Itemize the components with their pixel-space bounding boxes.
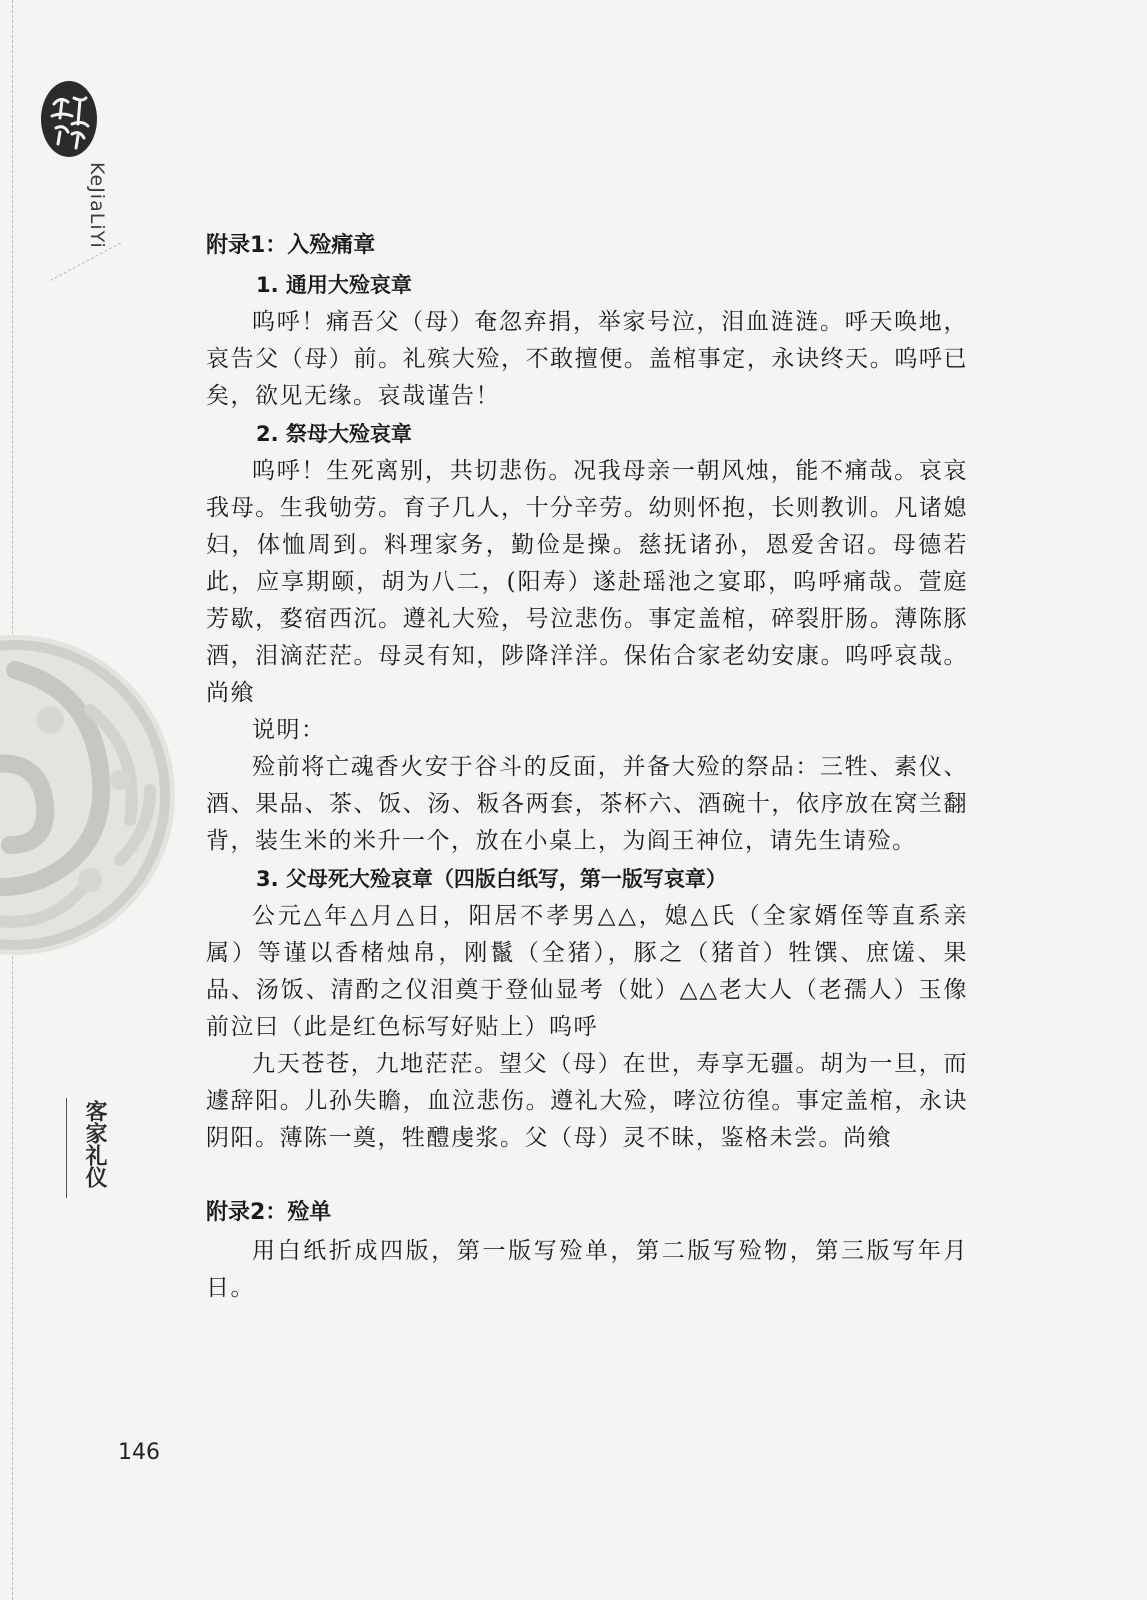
appendix-1-title: 附录1：入殓痛章 — [206, 233, 376, 258]
main-content — [206, 226, 968, 1307]
book-title-vertical: 客家礼仪 — [82, 1100, 107, 1188]
section-title: 2. 祭母大殓哀章 — [256, 422, 412, 446]
series-title: KeJiaLiYi — [86, 162, 108, 249]
note-label: 说明： — [252, 717, 326, 743]
paragraph: 呜呼！生死离别，共切悲伤。况我母亲一朝风烛，能不痛哉。哀哀我母。生我劬劳。育子几人，十分辛劳。幼则怀抱，长则教训。凡诸媳妇，体恤周到。料理家务，勤俭是操。慈抚诸孙，恩爱舍诏。母德若此，应享期颐，胡为八二，(阳寿）遂赴瑶池之宴耶，呜呼痛哉。萱庭芳歇，婺宿西沉。遵礼大殓，号泣悲伤。事定盖棺，碎裂肝肠。薄陈豚酒，泪滴茫茫。母灵有知，陟降洋洋。保佑合家老幼安康。呜呼哀哉。尚飨 — [206, 458, 968, 706]
paragraph: 殓前将亡魂香火安于谷斗的反面，并备大殓的祭品：三牲、素仪、酒、果品、茶、饭、汤、粄各两套，茶杯六、酒碗十，依序放在窝兰翻背，装生米的米升一个，放在小桌上，为阎王神位，请先生请殓。 — [206, 754, 968, 854]
paragraph: 用白纸折成四版，第一版写殓单，第二版写殓物，第三版写年月日。 — [206, 1238, 968, 1301]
paragraph: 九天苍苍，九地茫茫。望父（母）在世，寿享无疆。胡为一旦，而遽辞阳。儿孙失瞻，血泣悲伤。遵礼大殓，哮泣彷徨。事定盖棺，永诀阴阳。薄陈一奠，牲醴虔浆。父（母）灵不昧，鉴格未尝。尚飨 — [206, 1051, 968, 1151]
section-title: 3. 父母死大殓哀章（四版白纸写，第一版写哀章） — [256, 867, 727, 891]
section-spacer — [206, 1157, 968, 1193]
sidebar-rule — [66, 1098, 67, 1198]
paragraph: 公元△年△月△日，阳居不孝男△△，媳△氏（全家婿侄等直系亲属）等谨以香楮烛帛，刚鬣（全猪），豚之（猪首）牲馔、庶馐、果品、汤饭、清酌之仪泪奠于登仙显考（妣）△△老大人（老孺人）玉像前泣曰（此是红色标写好贴上）呜呼 — [206, 903, 968, 1040]
ornament-medallion-icon — [0, 630, 180, 960]
section-title: 1. 通用大殓哀章 — [256, 273, 412, 297]
paragraph: 呜呼！痛吾父（母）奄忽弃捐，举家号泣，泪血涟涟。呼天唤地，哀告父（母）前。礼殡大殓，不敢擅便。盖棺事定，永诀终天。呜呼已矣，欲见无缘。哀哉谨告！ — [206, 309, 968, 409]
appendix-2-title: 附录2：殓单 — [206, 1200, 332, 1225]
seal-logo-icon — [38, 78, 100, 160]
page-number: 146 — [118, 1440, 160, 1465]
